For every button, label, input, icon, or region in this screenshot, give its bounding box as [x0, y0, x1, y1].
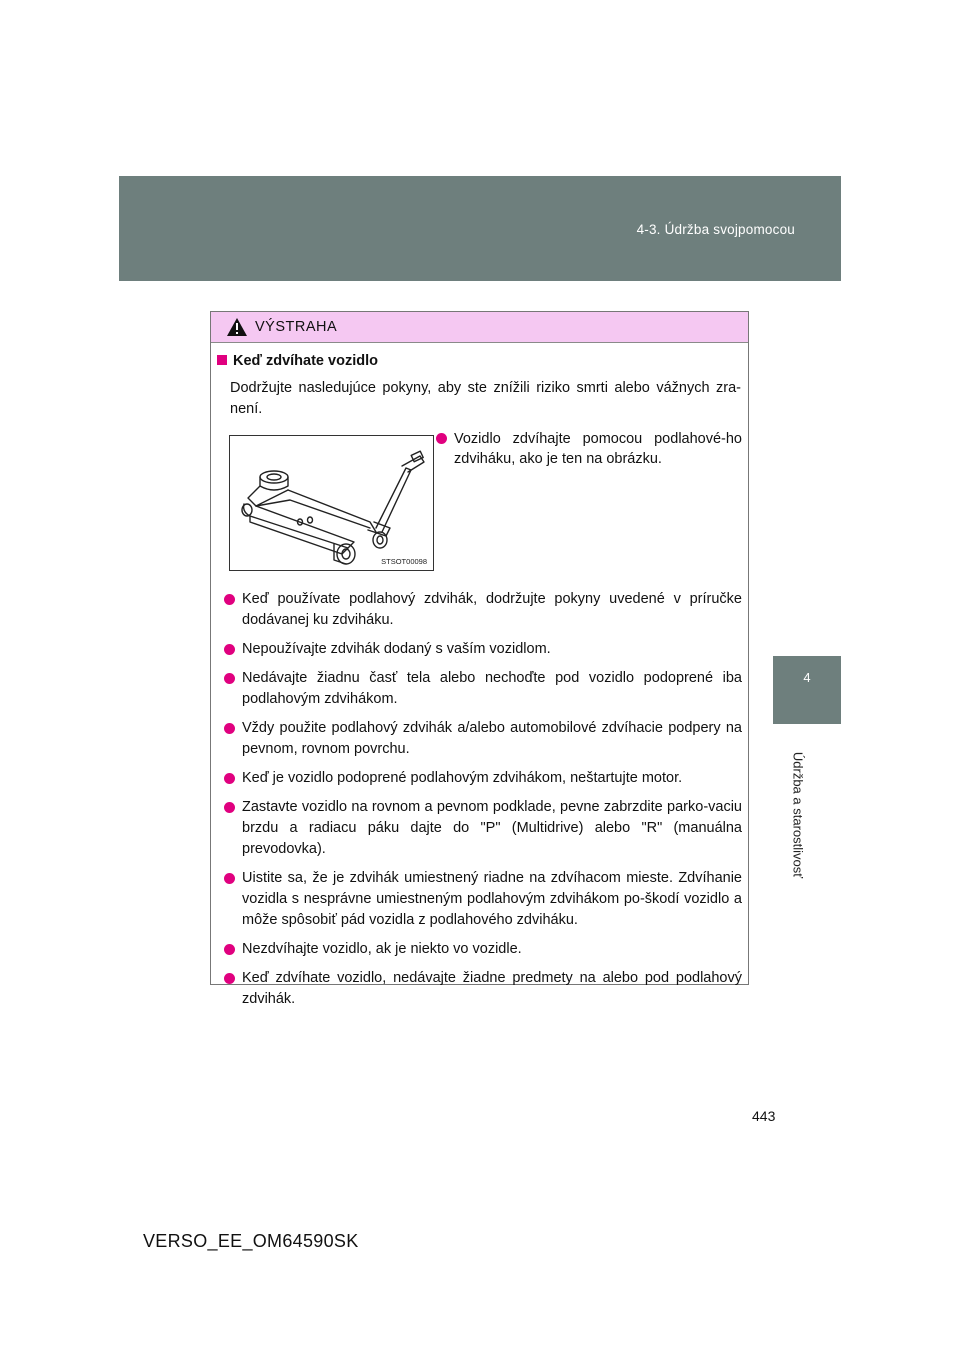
list-item-text: Nezdvíhajte vozidlo, ak je niekto vo vozidle. [242, 941, 522, 957]
list-item [454, 429, 742, 469]
floor-jack-illustration [229, 435, 434, 571]
bullet-dot-icon [224, 723, 235, 734]
header-band [119, 176, 841, 281]
chapter-label: Údržba a starostlivosť [790, 751, 806, 879]
warning-box [210, 311, 749, 1007]
list-item [224, 939, 742, 960]
list-item-text: Vozidlo zdvíhajte pomocou podlahové-ho zdviháku, ako je ten na obrázku. [454, 431, 742, 467]
section-title [217, 353, 378, 369]
bullet-list [224, 589, 742, 1018]
list-item-text: Nepoužívajte zdvihák dodaný s vaším vozidlom. [242, 641, 551, 657]
list-item [224, 589, 742, 631]
list-item [224, 768, 742, 789]
list-item [224, 968, 742, 1010]
chapter-tab [773, 656, 841, 724]
bullet-dot-icon [224, 594, 235, 605]
list-item [224, 668, 742, 710]
document-code: VERSO_EE_OM64590SK [143, 1231, 359, 1251]
bullet-dot-icon [224, 944, 235, 955]
list-item [224, 797, 742, 860]
bullet-dot-icon [224, 644, 235, 655]
square-bullet-icon [217, 355, 227, 365]
list-item [224, 868, 742, 931]
bullet-dot-icon [224, 802, 235, 813]
bullet-dot-icon [436, 433, 447, 444]
bullet-dot-icon [224, 873, 235, 884]
list-item-text: Keď používate podlahový zdvihák, dodržujte pokyny uvedené v príručke dodávanej ku zdviháku. [242, 591, 742, 628]
list-item-text: Zastavte vozidlo na rovnom a pevnom podklade, pevne zabrzdite parko-vaciu brzdu a radiacu páku dajte do "P" (Multidrive) alebo "R" (manuálna prevodovka). [242, 799, 742, 857]
bullet-dot-icon [224, 773, 235, 784]
bullet-dot-icon [224, 673, 235, 684]
chapter-label-container [788, 735, 808, 895]
warning-header [211, 312, 748, 343]
list-item [224, 718, 742, 760]
list-item-text: Keď je vozidlo podoprené podlahovým zdvihákom, neštartujte motor. [242, 770, 683, 786]
floor-jack-icon [230, 436, 435, 572]
list-item-text: Vždy použite podlahový zdvihák a/alebo automobilové zdvíhacie podpery na pevnom, rovnom povrchu. [242, 720, 742, 757]
list-item-text: Uistite sa, že je zdvihák umiestnený riadne na zdvíhacom mieste. Zdvíhanie vozidla s nesprávne umiestneným podlahovým zdvihákom po-škodí vozidlo a môže spôsobiť pád vozidla z podlahového zdviháku. [242, 870, 742, 928]
section-title-text: Keď zdvíhate vozidlo [233, 353, 378, 369]
list-item-text: Keď zdvíhate vozidlo, nedávajte žiadne predmety na alebo pod podlahový zdvihák. [242, 970, 742, 1007]
bullet-dot-icon [224, 973, 235, 984]
chapter-number: 4 [803, 670, 811, 685]
warning-title: VÝSTRAHA [255, 319, 338, 335]
section-header: 4-3. Údržba svojpomocou [636, 222, 795, 237]
list-item-text: Nedávajte žiadnu časť tela alebo nechoďte pod vozidlo podoprené iba podlahovým zdvihákom. [242, 670, 742, 707]
list-item [224, 639, 742, 660]
warning-triangle-icon [226, 317, 248, 337]
figure-code: STSOT00098 [381, 557, 427, 566]
intro-text: Dodržujte nasledujúce pokyny, aby ste znížili riziko smrti alebo vážnych zra-není. [230, 380, 741, 417]
page-number: 443 [752, 1108, 776, 1124]
